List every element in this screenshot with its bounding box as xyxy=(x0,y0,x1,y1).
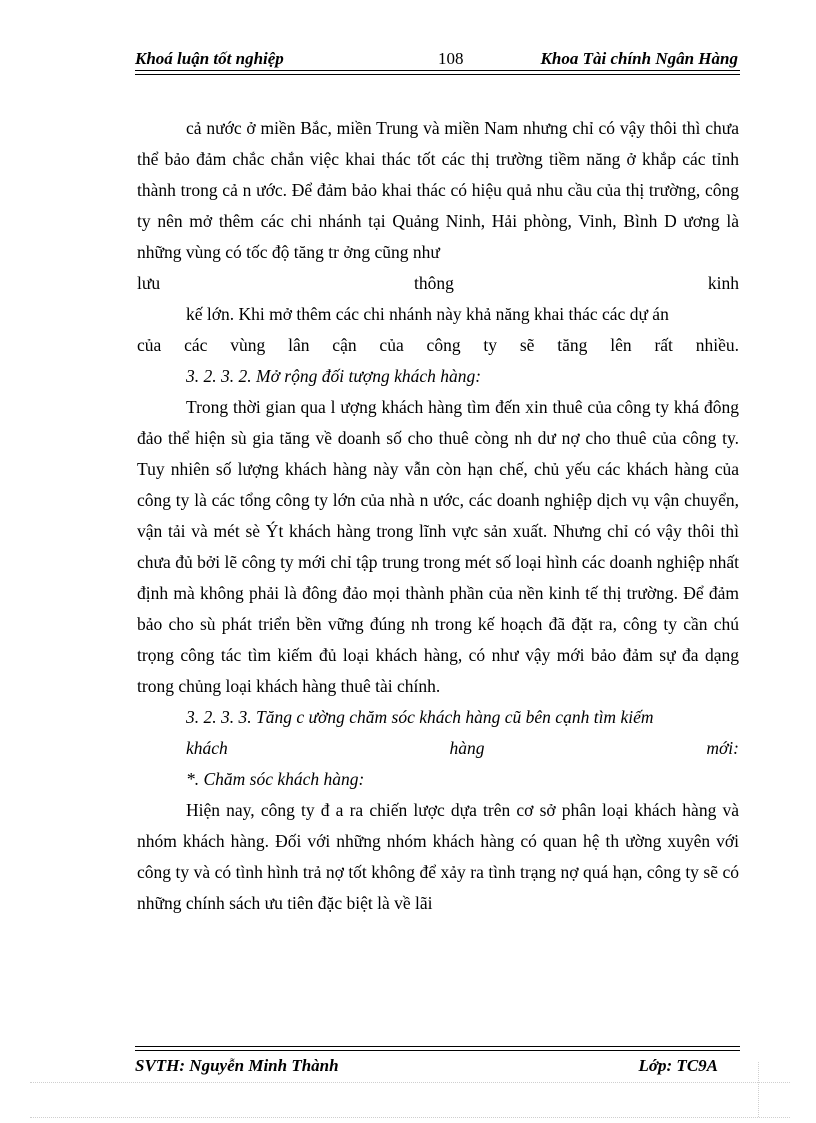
paragraph-line: của các vùng lân cận của công ty sẽ tăng lên rất nhiều. xyxy=(137,335,739,355)
page-border-line xyxy=(758,1062,759,1117)
section-heading-continued: khách hàng mới: xyxy=(186,738,739,758)
page-border-line xyxy=(30,1082,790,1083)
header-rule xyxy=(135,70,740,75)
section-heading: 3. 2. 3. 2. Mở rộng đối tượng khách hàng: xyxy=(186,366,482,386)
footer-rule-top xyxy=(135,1046,740,1047)
subsection-heading: *. Chăm sóc khách hàng: xyxy=(186,769,365,789)
header-faculty: Khoa Tài chính Ngân Hàng xyxy=(540,49,738,68)
paragraph: Trong thời gian qua l ượng khách hàng tìm đến xin thuê của công ty khá đông đảo thể hiện sù gia tăng về doanh số cho thuê còng nh dư nợ cho thuê của công ty. Tuy nhiên số lượng khách hàng này vẫn còn hạn chế, chủ yếu các khách hàng của công ty là các tổng công ty lớn của nhà n ước, các doanh nghiệp dịch vụ vận chuyển, vận tải và mét sè Ýt khách hàng trong lĩnh vực sản xuất. Nhưng chỉ có vậy thôi thì chưa đủ bởi lẽ công ty mới chỉ tập trung trong mét số loại hình các doanh nghiệp nhất định mà không phải là đông đảo mọi thành phần của nền kinh tế thị trường. Để đảm bảo cho sù phát triển bền vững đúng nh trong kế hoạch đã đặt ra, công ty cần chú trọng công tác tìm kiếm đủ loại khách hàng, có như vậy mới bảo đảm sự đa dạng trong chủng loại khách hàng thuê tài chính. xyxy=(137,397,739,696)
page-header xyxy=(135,46,738,70)
footer-student-name: SVTH: Nguyễn Minh Thành xyxy=(135,1056,339,1075)
body-text xyxy=(137,113,739,919)
paragraph: kế lớn. Khi mở thêm các chi nhánh này khả năng khai thác các dự án xyxy=(186,304,669,324)
paragraph: Hiện nay, công ty đ a ra chiến lược dựa trên cơ sở phân loại khách hàng và nhóm khách hàng. Đối với những nhóm khách hàng có quan hệ th ường xuyên với công ty và có tình hình trả nợ tốt không để xảy ra tình trạng nợ quá hạn, công ty sẽ có những chính sách ưu tiên đặc biệt là về lãi xyxy=(137,800,739,913)
paragraph: cả nước ở miền Bắc, miền Trung và miền Nam nhưng chỉ có vậy thôi thì chưa thể bảo đảm chắc chắn việc khai thác tốt các thị trường tiềm năng ở khắp các tỉnh thành trong cả n ước. Để đảm bảo khai thác có hiệu quả nhu cầu của thị trường, công ty nên mở thêm các chi nhánh tại Quảng Ninh, Hải phòng, Vinh, Bình D ương là những vùng có tốc độ tăng tr ởng cũng như xyxy=(137,118,739,262)
footer-class: Lớp: TC9A xyxy=(638,1056,718,1075)
page-border-line xyxy=(30,1117,790,1118)
page-footer xyxy=(135,1054,718,1078)
paragraph-line: lưu thông kinh xyxy=(137,273,739,293)
header-thesis-title: Khoá luận tốt nghiệp xyxy=(135,49,284,68)
footer-rule-bottom xyxy=(135,1050,740,1051)
header-page-number: 108 xyxy=(438,49,464,68)
section-heading: 3. 2. 3. 3. Tăng c ường chăm sóc khách hàng cũ bên cạnh tìm kiếm xyxy=(186,707,654,727)
